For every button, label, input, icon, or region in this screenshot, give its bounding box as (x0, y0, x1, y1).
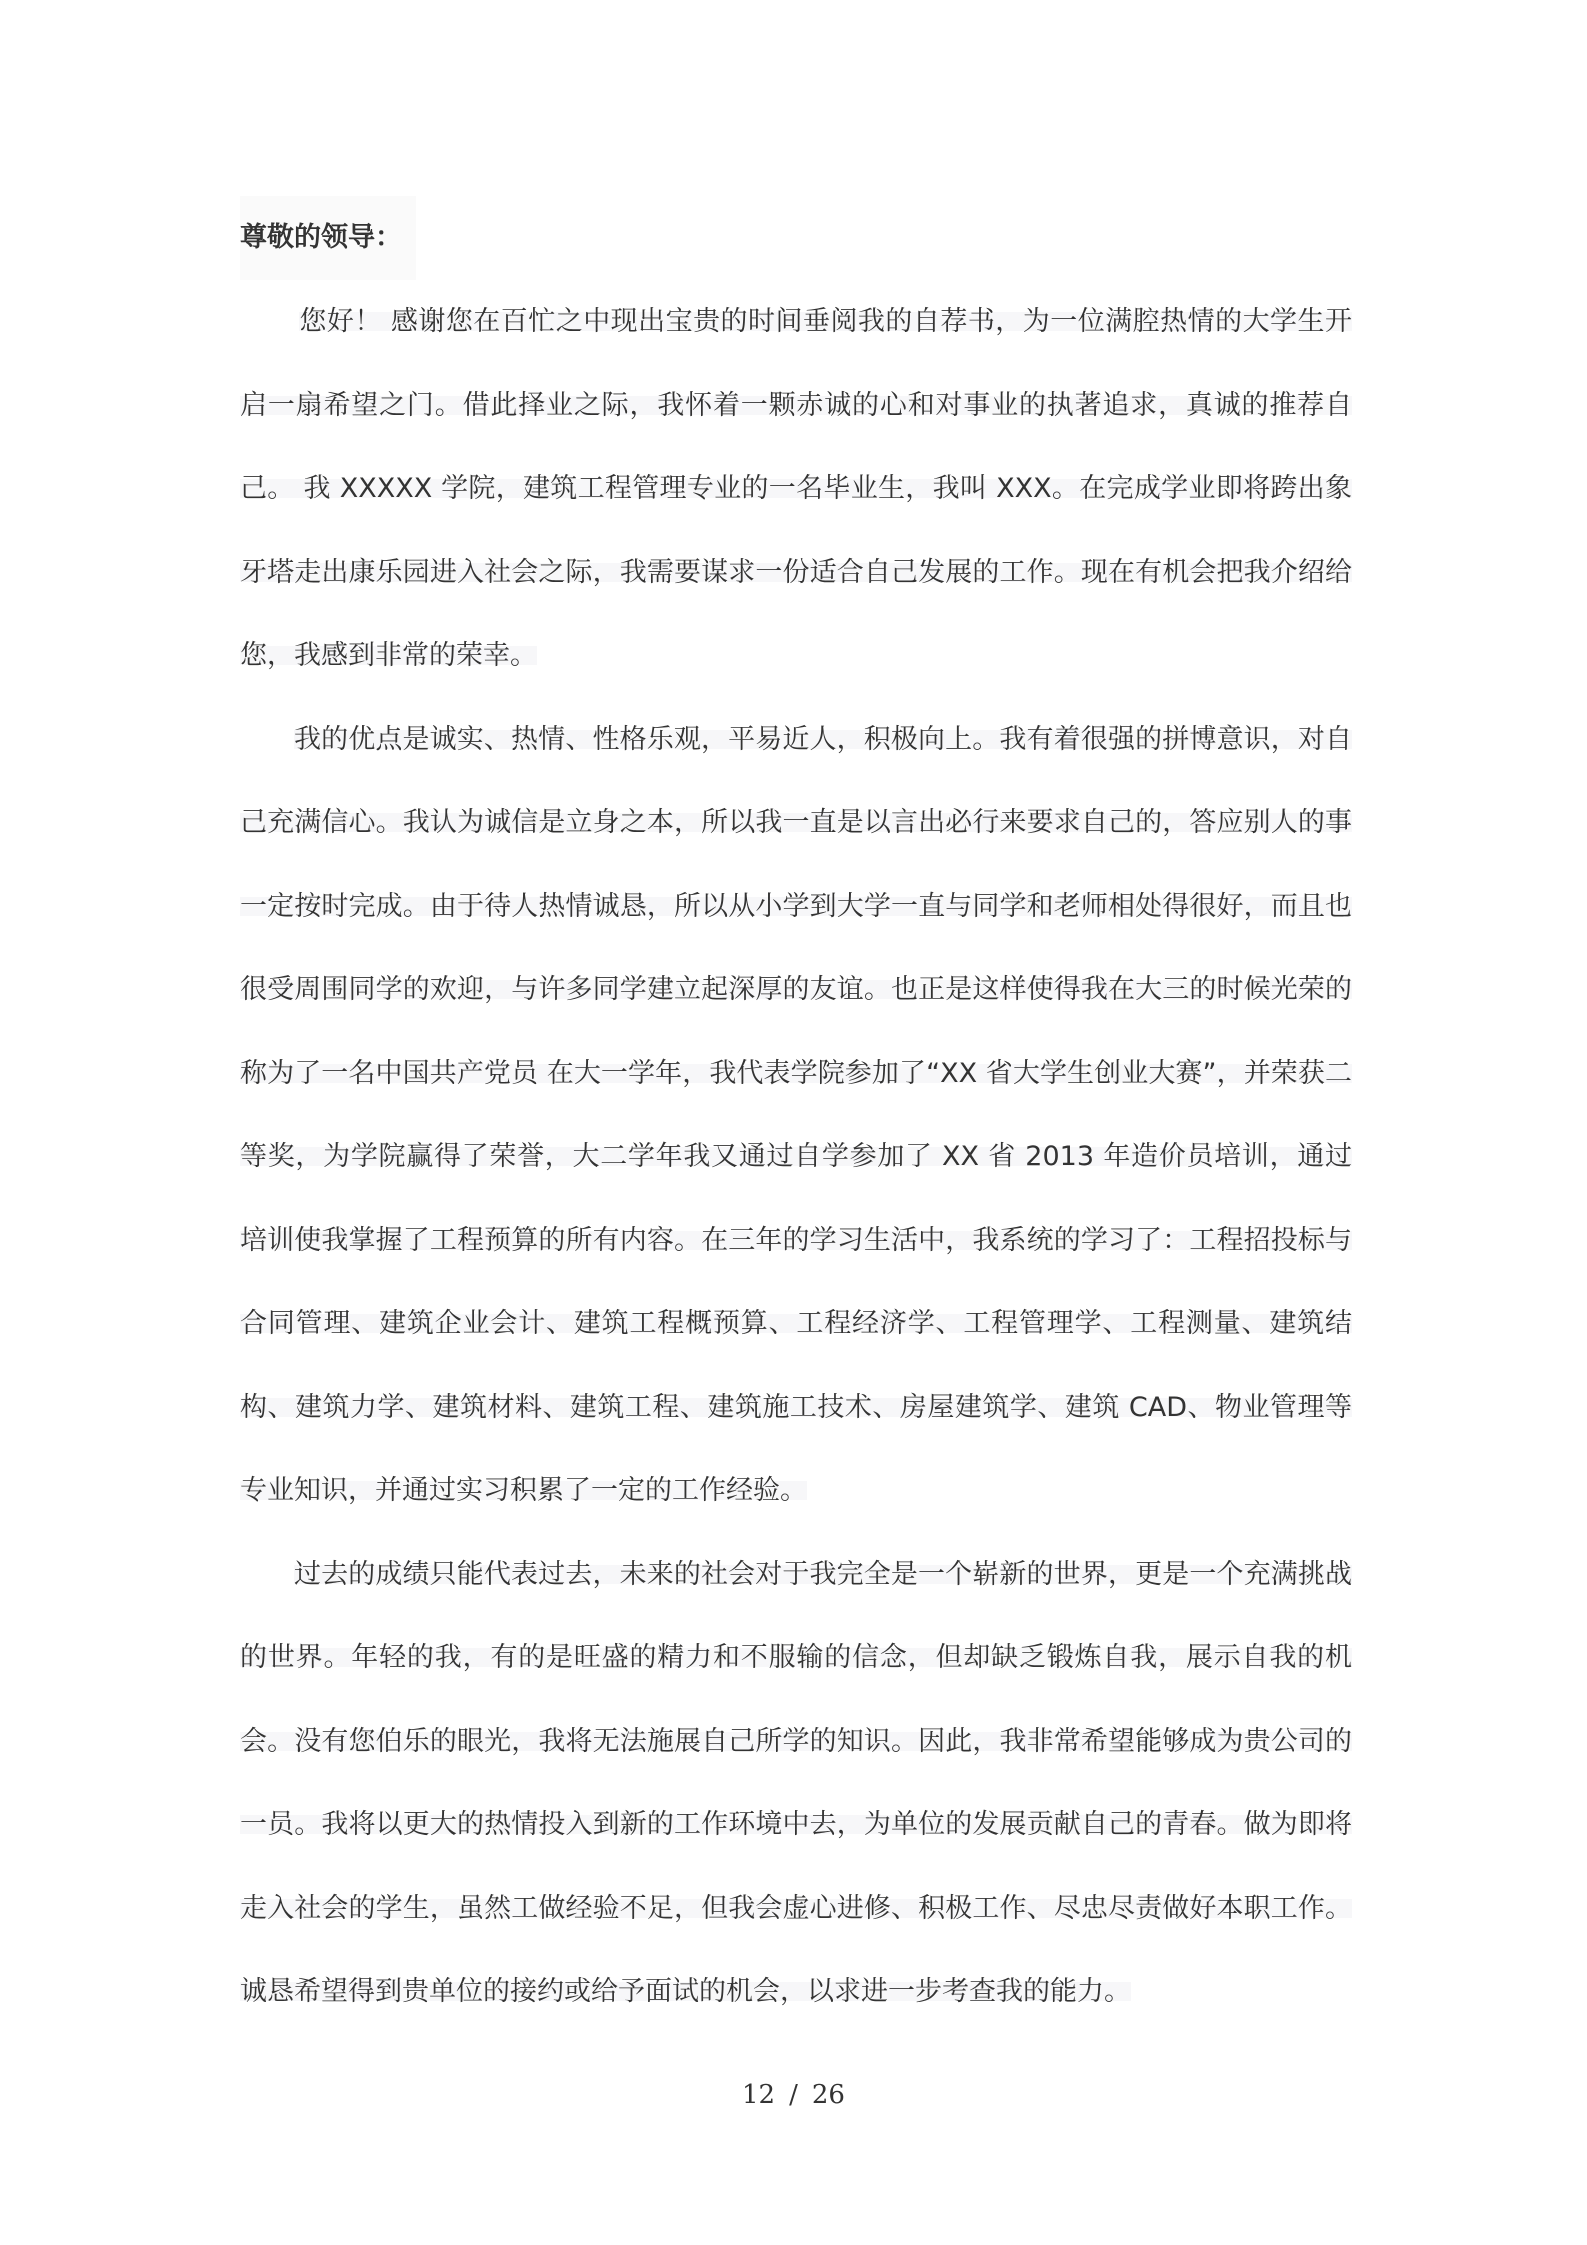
paragraph-greeting (240, 280, 1352, 698)
paragraph-closing (240, 1533, 1352, 2034)
letter-body (240, 196, 1352, 2034)
salutation: 尊敬的领导： (240, 196, 416, 280)
total-pages: 26 (811, 2080, 845, 2110)
page-number (0, 2080, 1587, 2110)
current-page: 12 (742, 2080, 776, 2110)
paragraph-strengths (240, 698, 1352, 1533)
page-separator: / (789, 2080, 798, 2110)
paragraph-text: 我的优点是诚实、热情、性格乐观，平易近人，积极向上。我有着很强的拼博意识，对自己充满信心。我认为诚信是立身之本，所以我一直是以言出必行来要求自己的，答应别人的事一定按时完成。由于待人热情诚恳，所以从小学到大学一直与同学和老师相处得很好，而且也很受周围同学的欢迎，与许多同学建立起深厚的友谊。也正是这样使得我在大三的时候光荣的称为了一名中国共产党员 在大一学年，我代表学院参加了“XX 省大学生创业大赛”，并荣获二等奖，为学院赢得了荣誉，大二学年我又通过自学参加了 XX 省 2013 年造价员培训，通过培训使我掌握了工程预算的所有内容。在三年的学习生活中，我系统的学习了：工程招投标与合同管理、建筑企业会计、建筑工程概预算、工程经济学、工程管理学、工程测量、建筑结构、建筑力学、建筑材料、建筑工程、建筑施工技术、房屋建筑学、建筑 CAD、物业管理等专业知识，并通过实习积累了一定的工作经验。 (240, 723, 1352, 1506)
paragraph-text: 您好！ 感谢您在百忙之中现出宝贵的时间垂阅我的自荐书，为一位满腔热情的大学生开启一扇希望之门。借此择业之际，我怀着一颗赤诚的心和对事业的执著追求，真诚的推荐自己。 我 XXXXX 学院，建筑工程管理专业的一名毕业生，我叫 XXX。在完成学业即将跨出象牙塔走出康乐园进入社会之际，我需要谋求一份适合自己发展的工作。现在有机会把我介绍给您，我感到非常的荣幸。 (240, 306, 1352, 671)
paragraph-text: 过去的成绩只能代表过去，未来的社会对于我完全是一个崭新的世界，更是一个充满挑战的世界。年轻的我，有的是旺盛的精力和不服输的信念，但却缺乏锻炼自我，展示自我的机会。没有您伯乐的眼光，我将无法施展自己所学的知识。因此，我非常希望能够成为贵公司的一员。我将以更大的热情投入到新的工作环境中去，为单位的发展贡献自己的青春。做为即将走入社会的学生，虽然工做经验不足，但我会虚心进修、积极工作、尽忠尽责做好本职工作。诚恳希望得到贵单位的接约或给予面试的机会，以求进一步考查我的能力。 (240, 1558, 1352, 2007)
